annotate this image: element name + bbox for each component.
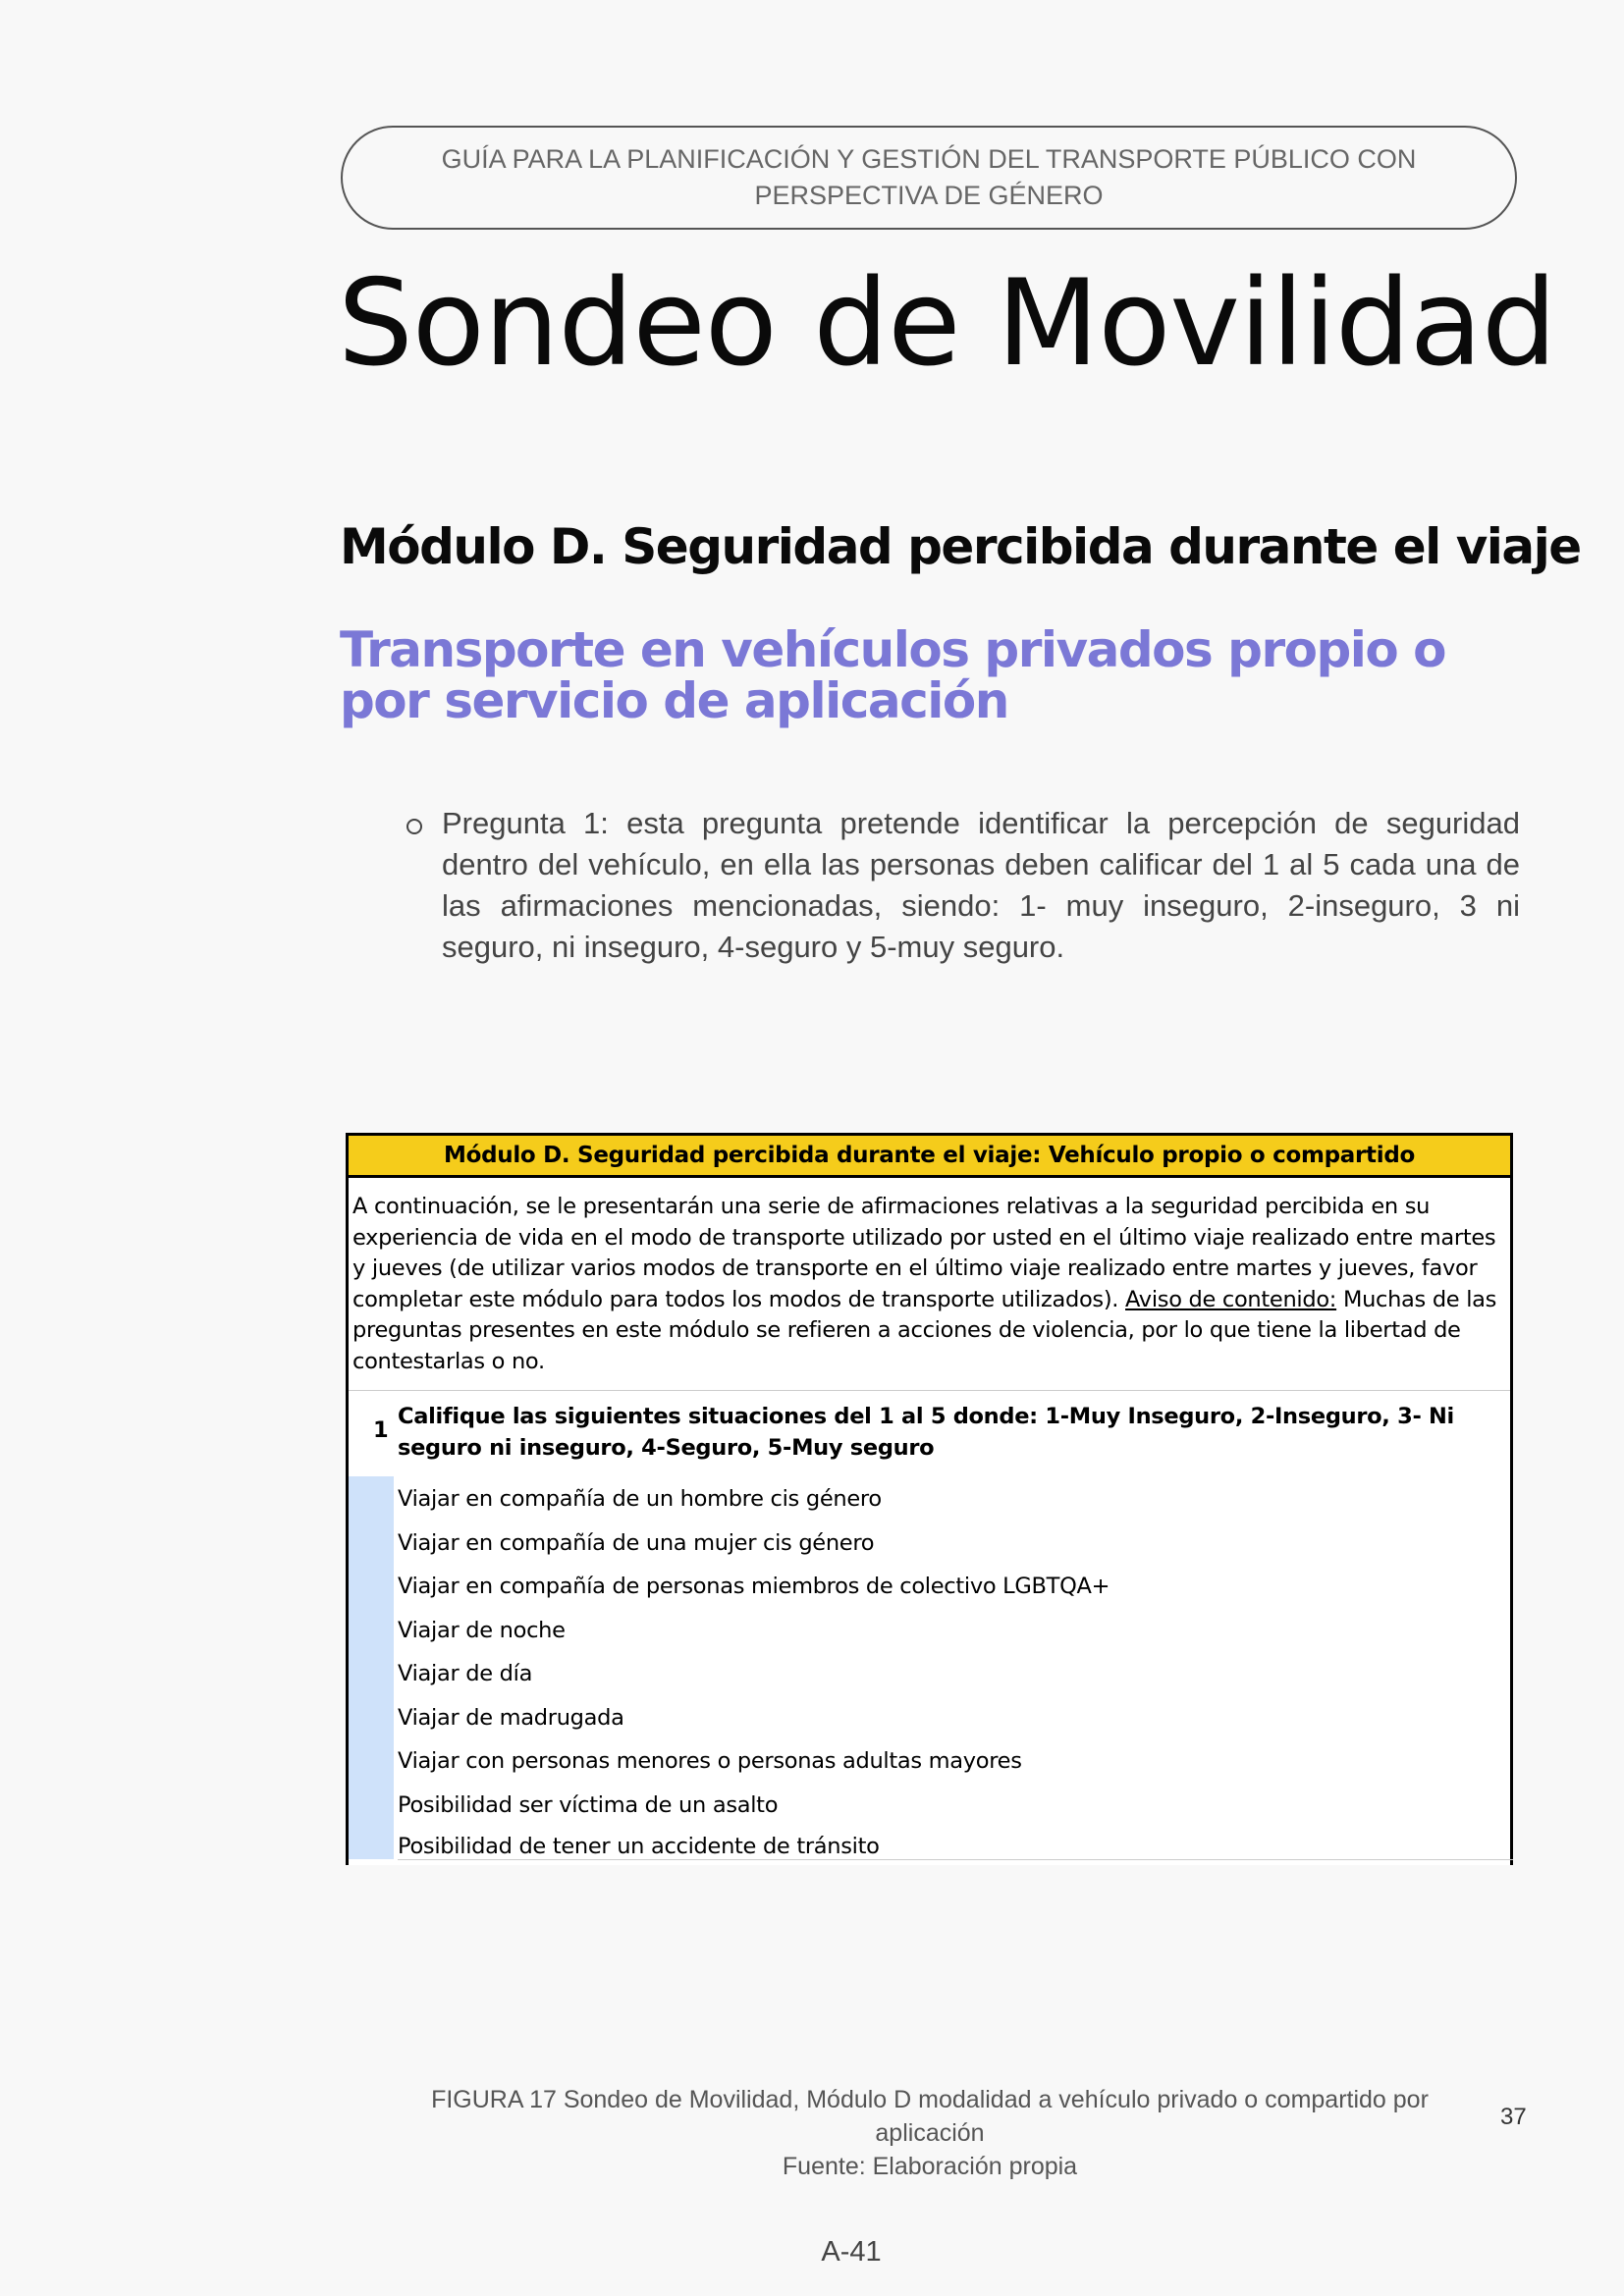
question-number: 1 bbox=[373, 1417, 389, 1443]
document-header-text: GUÍA PARA LA PLANIFICACIÓN Y GESTIÓN DEL TRANSPORTE PÚBLICO CON PERSPECTIVA DE GÉNERO bbox=[441, 144, 1417, 210]
list-item: Viajar en compañía de personas miembros de colectivo LGBTQA+ bbox=[398, 1574, 1110, 1599]
caption-title: FIGURA 17 Sondeo de Movilidad, Módulo D modalidad a vehículo privado o compartido por aplicación bbox=[431, 2086, 1429, 2147]
content-notice: Aviso de contenido: bbox=[1125, 1286, 1337, 1312]
figure-caption bbox=[393, 2083, 1467, 2183]
list-item: Viajar de madrugada bbox=[398, 1704, 624, 1731]
question-text: Califique las siguientes situaciones del 1 al 5 donde: 1-Muy Inseguro, 2-Inseguro, 3- Ni seguro ni inseguro, 4-Seguro, 5-Muy seguro bbox=[398, 1404, 1454, 1461]
figure-bottom-divider bbox=[398, 1859, 1513, 1860]
document-header-pill bbox=[341, 126, 1517, 230]
list-item: Posibilidad ser víctima de un asalto bbox=[398, 1791, 779, 1818]
question-items-list bbox=[398, 1477, 1110, 1866]
list-item: Viajar en compañía de una mujer cis género bbox=[398, 1529, 875, 1556]
bullet-paragraph: Pregunta 1: esta pregunta pretende identificar la percepción de seguridad dentro del vehículo, en ella las personas deben calificar del 1 al 5 cada una de las afirmaciones mencionadas, siendo: 1- muy inseguro, 2-inseguro, 3 ni seguro, ni inseguro, 4-seguro y 5-muy seguro. bbox=[442, 806, 1520, 964]
caption-source: Fuente: Elaboración propia bbox=[782, 2153, 1078, 2180]
survey-figure bbox=[346, 1133, 1513, 1865]
list-item: Viajar en compañía de un hombre cis género bbox=[398, 1486, 882, 1512]
figure-intro bbox=[352, 1192, 1501, 1377]
answer-column-highlight bbox=[349, 1476, 394, 1859]
list-item: Viajar de día bbox=[398, 1661, 533, 1686]
module-heading: Módulo D. Seguridad percibida durante el viaje bbox=[340, 518, 1581, 575]
page-title: Sondeo de Movilidad bbox=[338, 254, 1556, 393]
figure-intro-text: A continuación, se le presentarán una serie de afirmaciones relativas a la seguridad percibida en su experiencia de vida en el modo de transporte utilizado por usted en el último viaje realizado entre martes y jueves (de utilizar varios modos de transporte en el último viaje realizado entre martes y jueves, favor completar este módulo para todos los modos de transporte utilizados). bbox=[352, 1194, 1496, 1312]
footer-page-code: A-41 bbox=[821, 2236, 882, 2268]
list-item: Posibilidad de tener un accidente de tránsito bbox=[398, 1834, 880, 1859]
page-number: 37 bbox=[1500, 2104, 1527, 2130]
figure-intro-text-cont: Muchas de las preguntas presentes en este módulo se refieren a acciones de violencia, por lo que tiene la libertad de contestarlas o no. bbox=[352, 1286, 1497, 1374]
section-subheading: Transporte en vehículos privados propio o por servicio de aplicación bbox=[340, 621, 1445, 729]
bullet-circle-icon bbox=[406, 819, 422, 834]
list-item: Viajar con personas menores o personas adultas mayores bbox=[398, 1748, 1022, 1774]
figure-divider bbox=[349, 1390, 1510, 1391]
figure-header: Módulo D. Seguridad percibida durante el viaje: Vehículo propio o compartido bbox=[346, 1133, 1513, 1178]
list-item: Viajar de noche bbox=[398, 1617, 566, 1643]
